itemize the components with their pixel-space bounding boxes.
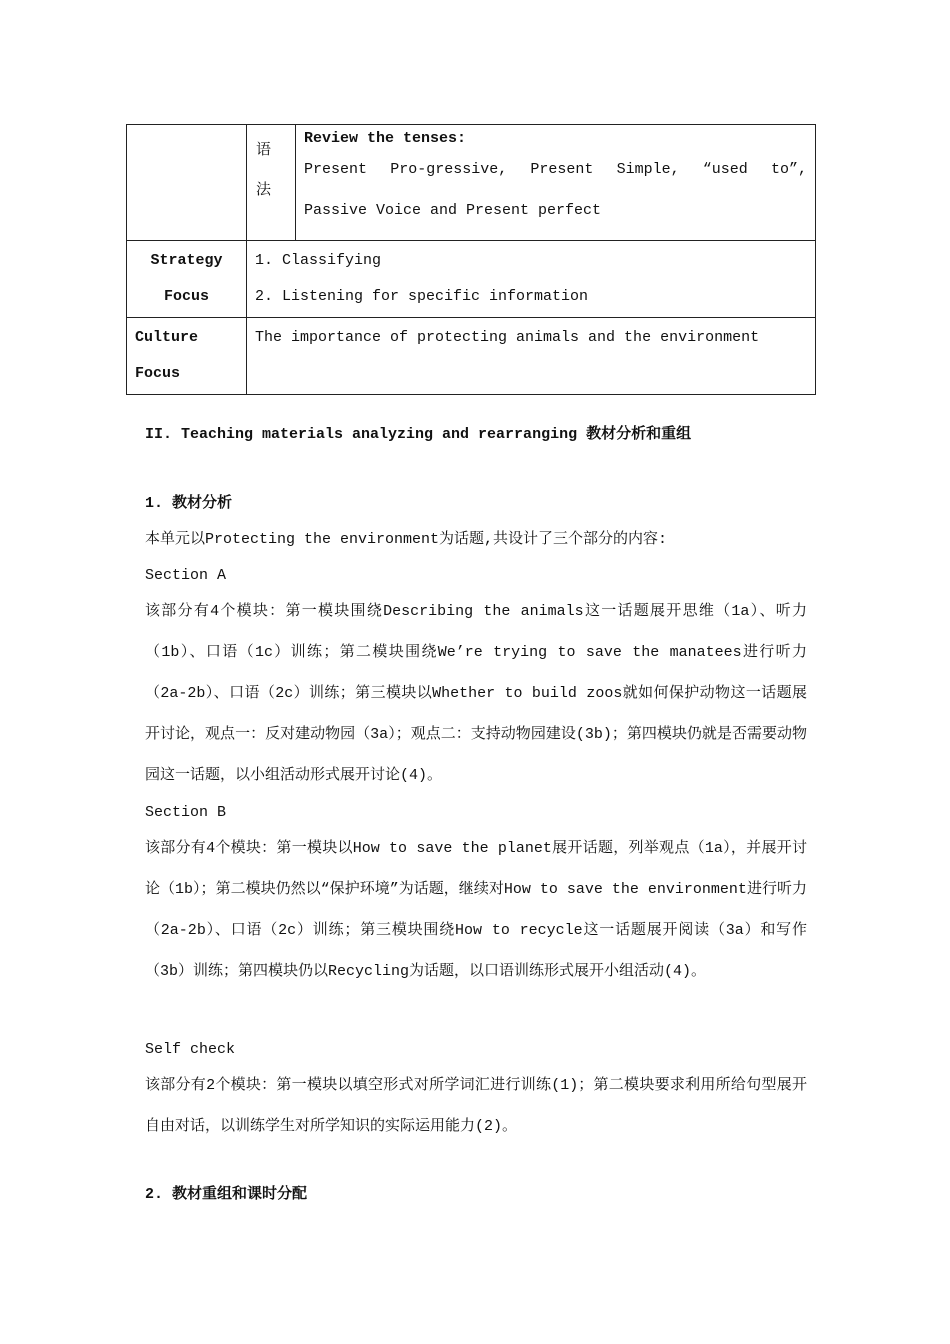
strategy-label-line-1: Strategy	[150, 252, 223, 269]
strategy-row	[127, 241, 816, 318]
grammar-content	[296, 125, 816, 241]
culture-row	[127, 318, 816, 395]
strategy-content	[247, 241, 816, 318]
self-check-label: Self check	[145, 1041, 236, 1058]
intro-text: 本单元以Protecting the environment为话题,共设计了三个部分的内容:	[145, 531, 668, 548]
strategy-item: 1. Classifying	[255, 252, 382, 269]
grammar-body: Present Pro-gressive, Present Simple, “used to”, Passive Voice and Present perfect	[304, 161, 807, 219]
section-title: II. Teaching materials analyzing and rearranging 教材分析和重组	[145, 426, 692, 443]
section-b-text: 该部分有4个模块：第一模块以How to save the planet展开话题，列举观点（1a），并展开讨论（1b）；第二模块仍然以“保护环境”为话题，继续对How to save the environment进行听力（2a-2b）、口语（2c）训练；第三模块围绕How to recycle这一话题展开阅读（3a）和写作（3b）训练；第四模块仍以Recycling为话题，以口语训练形式展开小组活动(4)。	[145, 840, 807, 980]
self-check-text: 该部分有2个模块：第一模块以填空形式对所学词汇进行训练(1)；第二模块要求利用所给句型展开自由对话，以训练学生对所学知识的实际运用能力(2)。	[145, 1077, 807, 1135]
lesson-plan-table	[126, 124, 816, 395]
strategy-item: 2. Listening for specific information	[255, 288, 589, 305]
culture-label	[127, 318, 247, 395]
grammar-label-char-1: 语	[256, 140, 272, 158]
subsection-title-2: 2. 教材重组和课时分配	[145, 1186, 308, 1203]
section-a-text: 该部分有4个模块：第一模块围绕Describing the animals这一话题展开思维（1a）、听力（1b）、口语（1c）训练；第二模块围绕We’re trying to save the manatees进行听力（2a-2b）、口语（2c）训练；第三模块以Whether to build zoos就如何保护动物这一话题展开讨论，观点一：反对建动物园（3a）；观点二：支持动物园建设(3b)；第四模块仍就是否需要动物园这一话题，以小组活动形式展开讨论(4)。	[145, 603, 807, 784]
culture-label-line-1: Culture	[135, 329, 199, 346]
strategy-label	[127, 241, 247, 318]
strategy-label-line-2: Focus	[163, 288, 209, 305]
grammar-row	[127, 125, 816, 241]
grammar-label-char-2: 法	[256, 180, 272, 198]
grammar-heading: Review the tenses:	[304, 130, 467, 147]
section-a-label: Section A	[145, 567, 227, 584]
section-b-label: Section B	[145, 804, 227, 821]
empty-cell	[127, 125, 247, 241]
culture-content: The importance of protecting animals and the environment	[247, 318, 816, 395]
subsection-title-1: 1. 教材分析	[145, 495, 233, 512]
grammar-label	[247, 125, 296, 241]
culture-label-line-2: Focus	[135, 365, 181, 382]
